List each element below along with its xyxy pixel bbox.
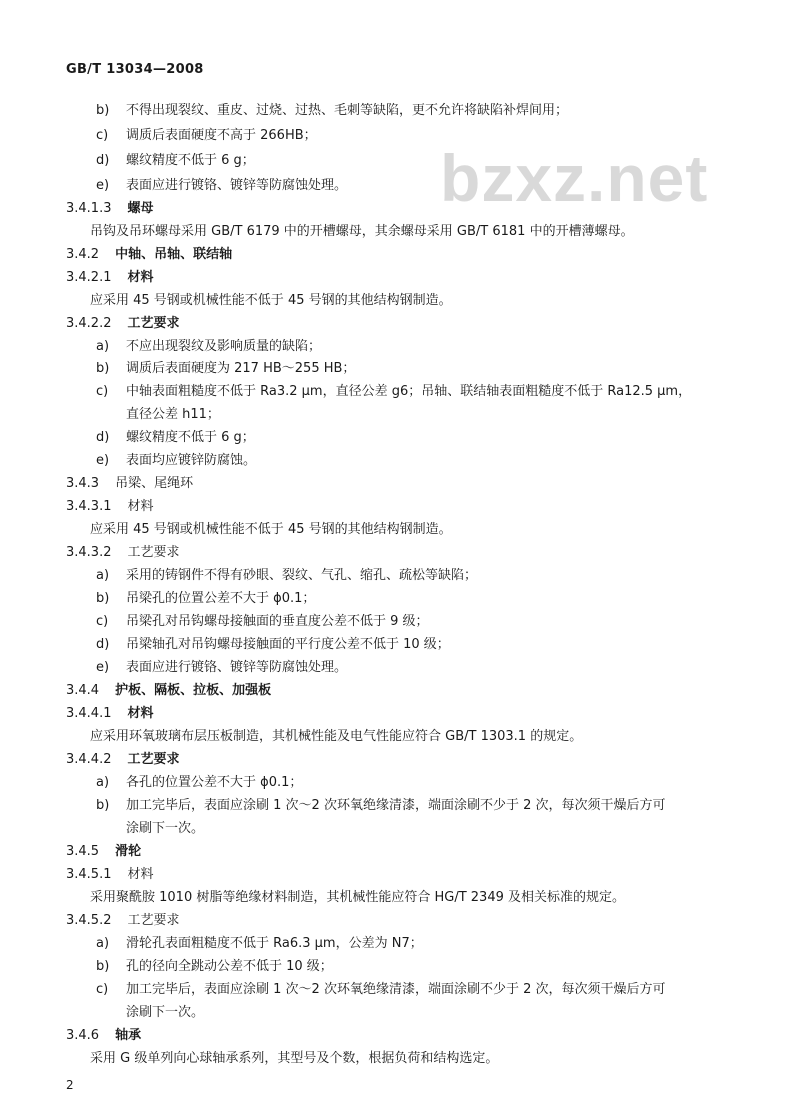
list-item-label: a): [96, 568, 110, 583]
list-item: [96, 103, 568, 119]
list-item-text: 吊梁孔的位置公差不大于 ϕ0.1；: [126, 591, 316, 606]
section-title: 螺母: [127, 201, 154, 216]
list-item-text: 不应出现裂纹及影响质量的缺陷；: [126, 339, 322, 354]
list-item-continuation: 涂刷下一次。: [126, 1005, 205, 1020]
list-item-text: 滑轮孔表面粗糙度不低于 Ra6.3 μm，公差为 N7；: [126, 936, 423, 951]
section-number: 3.4.6: [66, 1028, 100, 1043]
list-item-label: a): [96, 339, 110, 354]
section-heading: [66, 316, 180, 332]
section-number: 3.4.4.1: [66, 706, 112, 721]
section-heading: [66, 476, 193, 492]
section-heading: [66, 706, 154, 722]
list-item-text: 表面应进行镀铬、镀锌等防腐蚀处理。: [126, 178, 348, 193]
list-item: [96, 660, 347, 676]
section-heading: [66, 913, 180, 929]
list-item: [96, 453, 256, 469]
list-item: [96, 614, 429, 630]
section-number: 3.4.5.2: [66, 913, 112, 928]
section-number: 3.4.5.1: [66, 867, 112, 882]
list-item: [96, 339, 321, 355]
list-item-text: 吊梁轴孔对吊钩螺母接触面的平行度公差不低于 10 级；: [126, 637, 450, 652]
section-title: 材料: [127, 270, 154, 285]
paragraph: 吊钩及吊环螺母采用 GB/T 6179 中的开槽螺母，其余螺母采用 GB/T 6181 中的开槽薄螺母。: [90, 224, 634, 239]
list-item-label: e): [96, 660, 110, 675]
section-title: 吊梁、尾绳环: [115, 476, 194, 491]
section-number: 3.4.3: [66, 476, 100, 491]
list-item-text: 螺纹精度不低于 6 g；: [126, 153, 255, 168]
list-item-text: 吊梁孔对吊钩螺母接触面的垂直度公差不低于 9 级；: [126, 614, 429, 629]
list-item: [96, 153, 255, 169]
list-item-text: 螺纹精度不低于 6 g；: [126, 430, 255, 445]
section-number: 3.4.2.2: [66, 316, 112, 331]
section-title: 工艺要求: [127, 545, 180, 560]
list-item-label: b): [96, 591, 110, 606]
list-item-text: 采用的铸钢件不得有砂眼、裂纹、气孔、缩孔、疏松等缺陷；: [126, 568, 478, 583]
list-item-label: a): [96, 775, 110, 790]
standard-header: GB/T 13034—2008: [66, 62, 204, 77]
section-title: 材料: [127, 499, 154, 514]
list-item-label: c): [96, 128, 109, 143]
section-title: 轴承: [115, 1028, 142, 1043]
list-item-text: 各孔的位置公差不大于 ϕ0.1；: [126, 775, 303, 790]
list-item-label: d): [96, 637, 110, 652]
list-item-text: 中轴表面粗糙度不低于 Ra3.2 μm，直径公差 g6；吊轴、联结轴表面粗糙度不低于 Ra12.5 μm，: [126, 384, 692, 399]
section-number: 3.4.3.2: [66, 545, 112, 560]
list-item-label: b): [96, 959, 110, 974]
list-item-text: 表面应进行镀铬、镀锌等防腐蚀处理。: [126, 660, 348, 675]
list-item: [96, 128, 317, 144]
section-heading: [66, 1028, 141, 1044]
list-item: [96, 361, 355, 377]
list-item-label: e): [96, 178, 110, 193]
section-number: 3.4.1.3: [66, 201, 112, 216]
list-item: [96, 982, 665, 998]
list-item-label: a): [96, 936, 110, 951]
list-item-label: c): [96, 384, 109, 399]
section-heading: [66, 844, 141, 860]
list-item: [96, 430, 255, 446]
list-item-text: 加工完毕后，表面应涂刷 1 次～2 次环氧绝缘清漆，端面涂刷不少于 2 次，每次须干燥后方可: [126, 798, 666, 813]
section-title: 材料: [127, 706, 154, 721]
list-item: [96, 959, 333, 975]
section-title: 中轴、吊轴、联结轴: [115, 247, 233, 262]
list-item: [96, 591, 315, 607]
list-item: [96, 775, 302, 791]
section-heading: [66, 867, 154, 883]
section-heading: [66, 545, 180, 561]
list-item-text: 加工完毕后，表面应涂刷 1 次～2 次环氧绝缘清漆，端面涂刷不少于 2 次，每次须干燥后方可: [126, 982, 666, 997]
page-number: 2: [66, 1078, 74, 1092]
list-item-text: 调质后表面硬度为 217 HB～255 HB；: [126, 361, 356, 376]
list-item-label: c): [96, 982, 109, 997]
list-item-label: d): [96, 430, 110, 445]
section-heading: [66, 683, 271, 699]
list-item-continuation: 直径公差 h11；: [126, 407, 220, 422]
section-title: 护板、隔板、拉板、加强板: [115, 683, 272, 698]
list-item-label: d): [96, 153, 110, 168]
list-item: [96, 798, 665, 814]
section-number: 3.4.3.1: [66, 499, 112, 514]
section-heading: [66, 270, 154, 286]
list-item-label: c): [96, 614, 109, 629]
list-item: [96, 178, 347, 194]
section-number: 3.4.2: [66, 247, 100, 262]
paragraph: 采用聚酰胺 1010 树脂等绝缘材料制造，其机械性能应符合 HG/T 2349 及相关标准的规定。: [90, 890, 625, 905]
list-item: [96, 568, 477, 584]
list-item-text: 调质后表面硬度不高于 266HB；: [126, 128, 317, 143]
paragraph: 应采用 45 号钢或机械性能不低于 45 号钢的其他结构钢制造。: [90, 293, 452, 308]
list-item-label: b): [96, 103, 110, 118]
list-item-label: b): [96, 798, 110, 813]
list-item: [96, 637, 450, 653]
section-title: 工艺要求: [127, 316, 180, 331]
list-item-label: b): [96, 361, 110, 376]
paragraph: 采用 G 级单列向心球轴承系列，其型号及个数，根据负荷和结构选定。: [90, 1051, 499, 1066]
list-item-continuation: 涂刷下一次。: [126, 821, 205, 836]
section-title: 材料: [127, 867, 154, 882]
section-heading: [66, 752, 180, 768]
section-number: 3.4.4: [66, 683, 100, 698]
section-title: 工艺要求: [127, 752, 180, 767]
list-item: [96, 936, 423, 952]
list-item-text: 孔的径向全跳动公差不低于 10 级；: [126, 959, 333, 974]
section-title: 工艺要求: [127, 913, 180, 928]
list-item-text: 不得出现裂纹、重皮、过烧、过热、毛刺等缺陷，更不允许将缺陷补焊间用；: [126, 103, 569, 118]
section-heading: [66, 247, 232, 263]
section-number: 3.4.4.2: [66, 752, 112, 767]
section-title: 滑轮: [115, 844, 142, 859]
paragraph: 应采用环氧玻璃布层压板制造，其机械性能及电气性能应符合 GB/T 1303.1 的规定。: [90, 729, 583, 744]
list-item-text: 表面均应镀锌防腐蚀。: [126, 453, 257, 468]
paragraph: 应采用 45 号钢或机械性能不低于 45 号钢的其他结构钢制造。: [90, 522, 452, 537]
section-number: 3.4.2.1: [66, 270, 112, 285]
section-number: 3.4.5: [66, 844, 100, 859]
section-heading: [66, 499, 154, 515]
section-heading: [66, 201, 154, 217]
list-item-label: e): [96, 453, 110, 468]
list-item: [96, 384, 691, 400]
watermark: bzxz.net: [440, 141, 709, 215]
